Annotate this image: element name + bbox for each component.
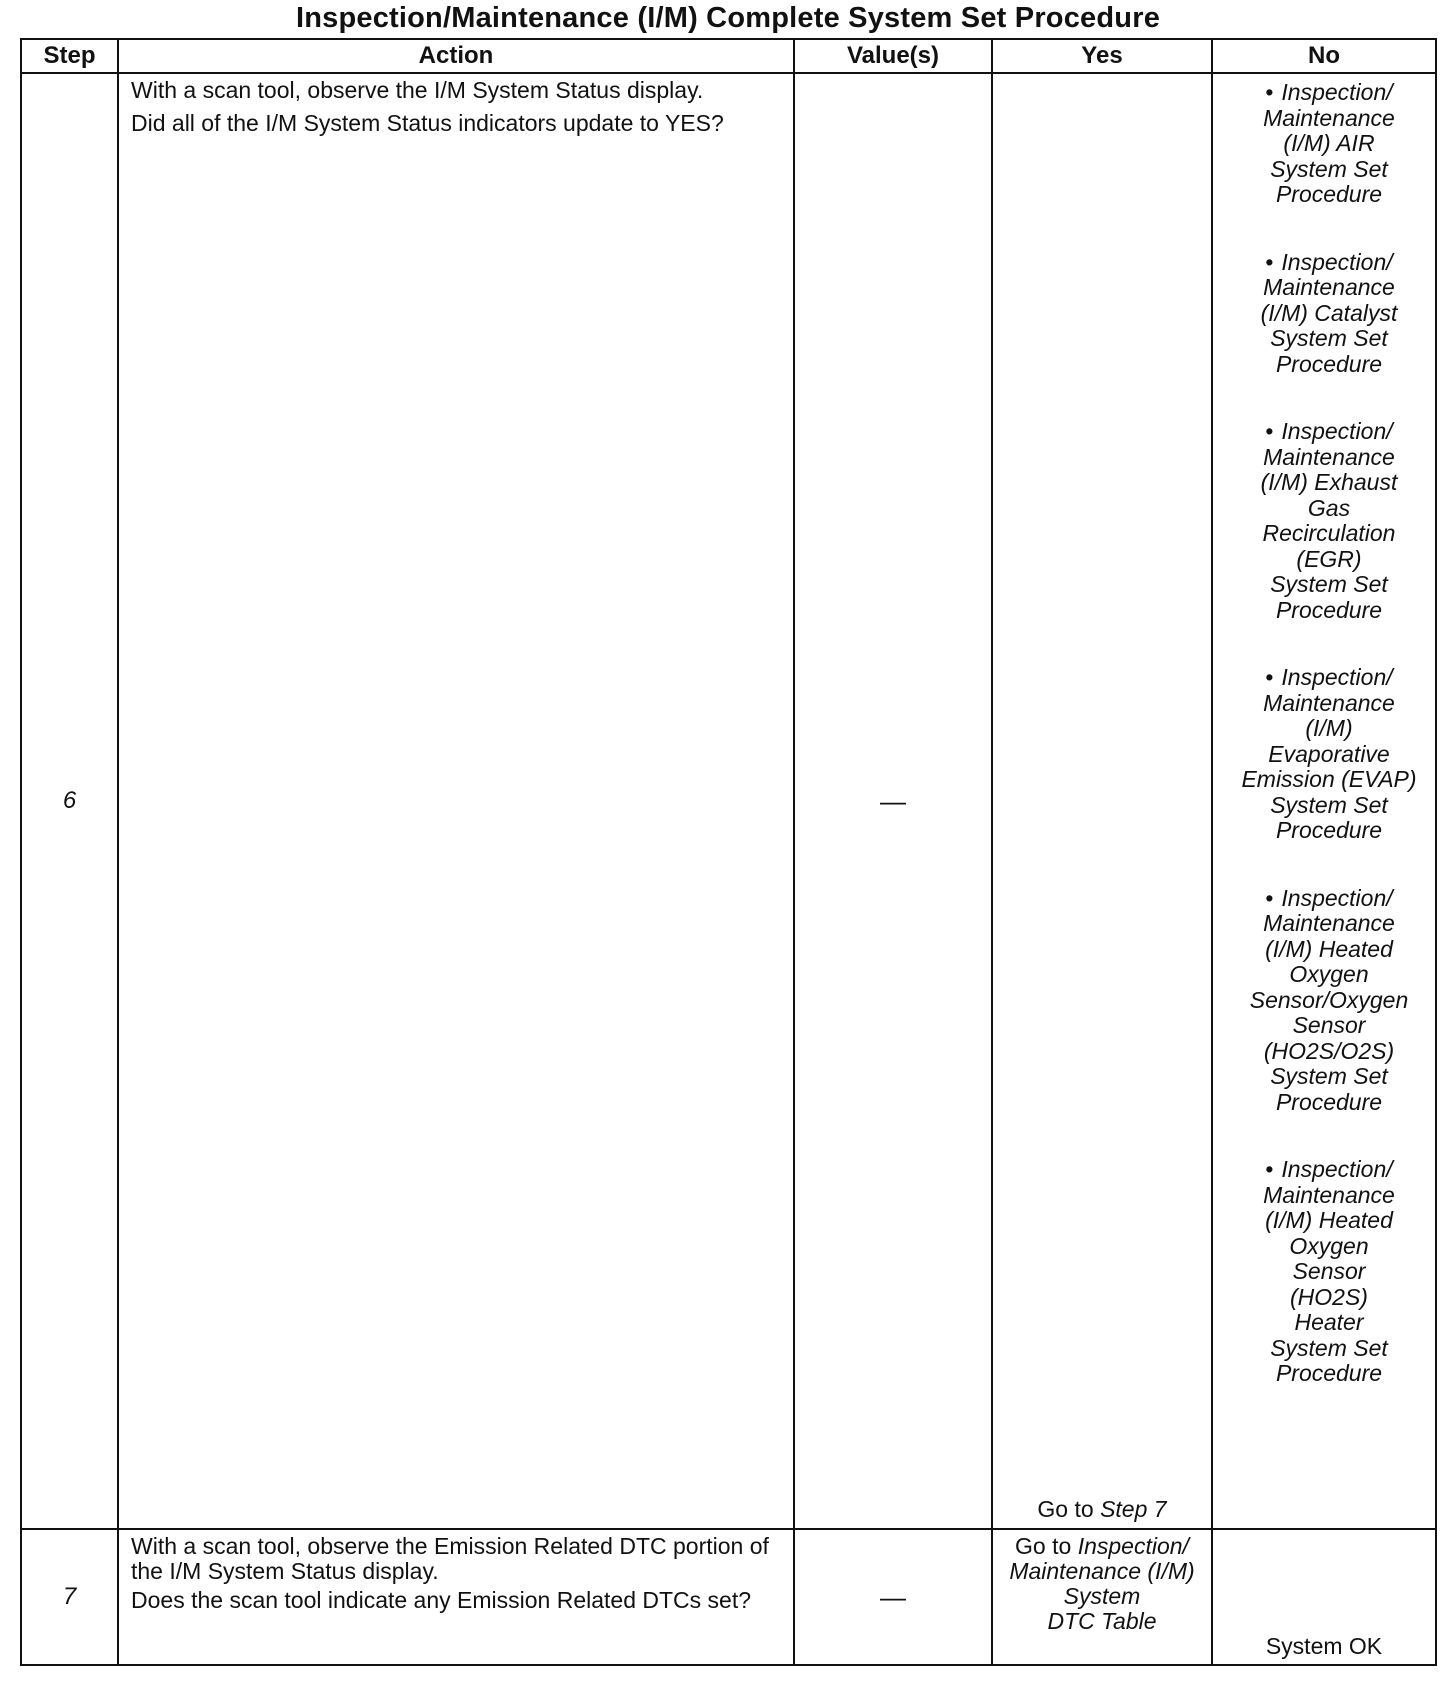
table-header-row xyxy=(21,39,1436,73)
column-header-step: Step xyxy=(21,39,118,73)
action-question: Does the scan tool indicate any Emission Related DTCs set? xyxy=(131,1587,752,1613)
no-list-item[interactable]: • Inspection/ Maintenance (I/M) Heated Oxygen Sensor/Oxygen Sensor (HO2S/O2S) System Set Procedure xyxy=(1249,884,1409,1115)
table-row-step-6 xyxy=(21,73,1436,1529)
yes-cell[interactable]: Go to Inspection/ Maintenance (I/M) System DTC Table xyxy=(992,1529,1212,1665)
bullet-icon: • xyxy=(1265,664,1274,690)
column-header-yes: Yes xyxy=(992,39,1212,73)
procedure-table xyxy=(20,38,1437,1666)
action-question: Did all of the I/M System Status indicators update to YES? xyxy=(131,110,724,136)
bullet-icon: • xyxy=(1265,79,1274,105)
action-cell xyxy=(118,73,794,1529)
no-cell: System OK xyxy=(1212,1529,1436,1665)
yes-cell xyxy=(992,73,1212,1529)
action-text: With a scan tool, observe the Emission Related DTC portion of the I/M System Status display. xyxy=(131,1533,769,1584)
action-cell xyxy=(118,1529,794,1665)
yes-prefix: Go to xyxy=(1037,1496,1101,1522)
step-number: 7 xyxy=(21,1529,118,1665)
no-list-item[interactable]: • Inspection/ Maintenance (I/M) Catalyst System Set Procedure xyxy=(1260,248,1398,377)
action-text: With a scan tool, observe the I/M System Status display. xyxy=(131,77,704,103)
document-title: Inspection/Maintenance (I/M) Complete System Set Procedure xyxy=(295,2,1161,34)
step-7-link[interactable]: Step 7 xyxy=(1100,1496,1167,1522)
bullet-icon: • xyxy=(1265,418,1274,444)
step-number: 6 xyxy=(21,73,118,1529)
no-cell xyxy=(1212,73,1436,1529)
column-header-no: No xyxy=(1212,39,1436,73)
value-cell: — xyxy=(794,1529,992,1665)
bullet-icon: • xyxy=(1265,1156,1274,1182)
table-row-step-7 xyxy=(21,1529,1436,1665)
no-list-item[interactable]: • Inspection/ Maintenance (I/M) Evaporative Emission (EVAP) System Set Procedure xyxy=(1241,664,1417,843)
column-header-action: Action xyxy=(118,39,794,73)
bullet-icon: • xyxy=(1265,248,1274,275)
no-list-item[interactable]: • Inspection/ Maintenance (I/M) AIR System Set Procedure xyxy=(1263,79,1395,207)
yes-prefix: Go to xyxy=(1015,1533,1078,1559)
bullet-icon: • xyxy=(1265,884,1274,911)
value-cell: — xyxy=(794,73,992,1529)
no-list-item[interactable]: • Inspection/ Maintenance (I/M) Exhaust Gas Recirculation (EGR) System Set Procedure xyxy=(1260,418,1398,623)
column-header-values: Value(s) xyxy=(794,39,992,73)
no-list-item[interactable]: • Inspection/ Maintenance (I/M) Heated Oxygen Sensor (HO2S) Heater System Set Procedure xyxy=(1263,1156,1395,1386)
